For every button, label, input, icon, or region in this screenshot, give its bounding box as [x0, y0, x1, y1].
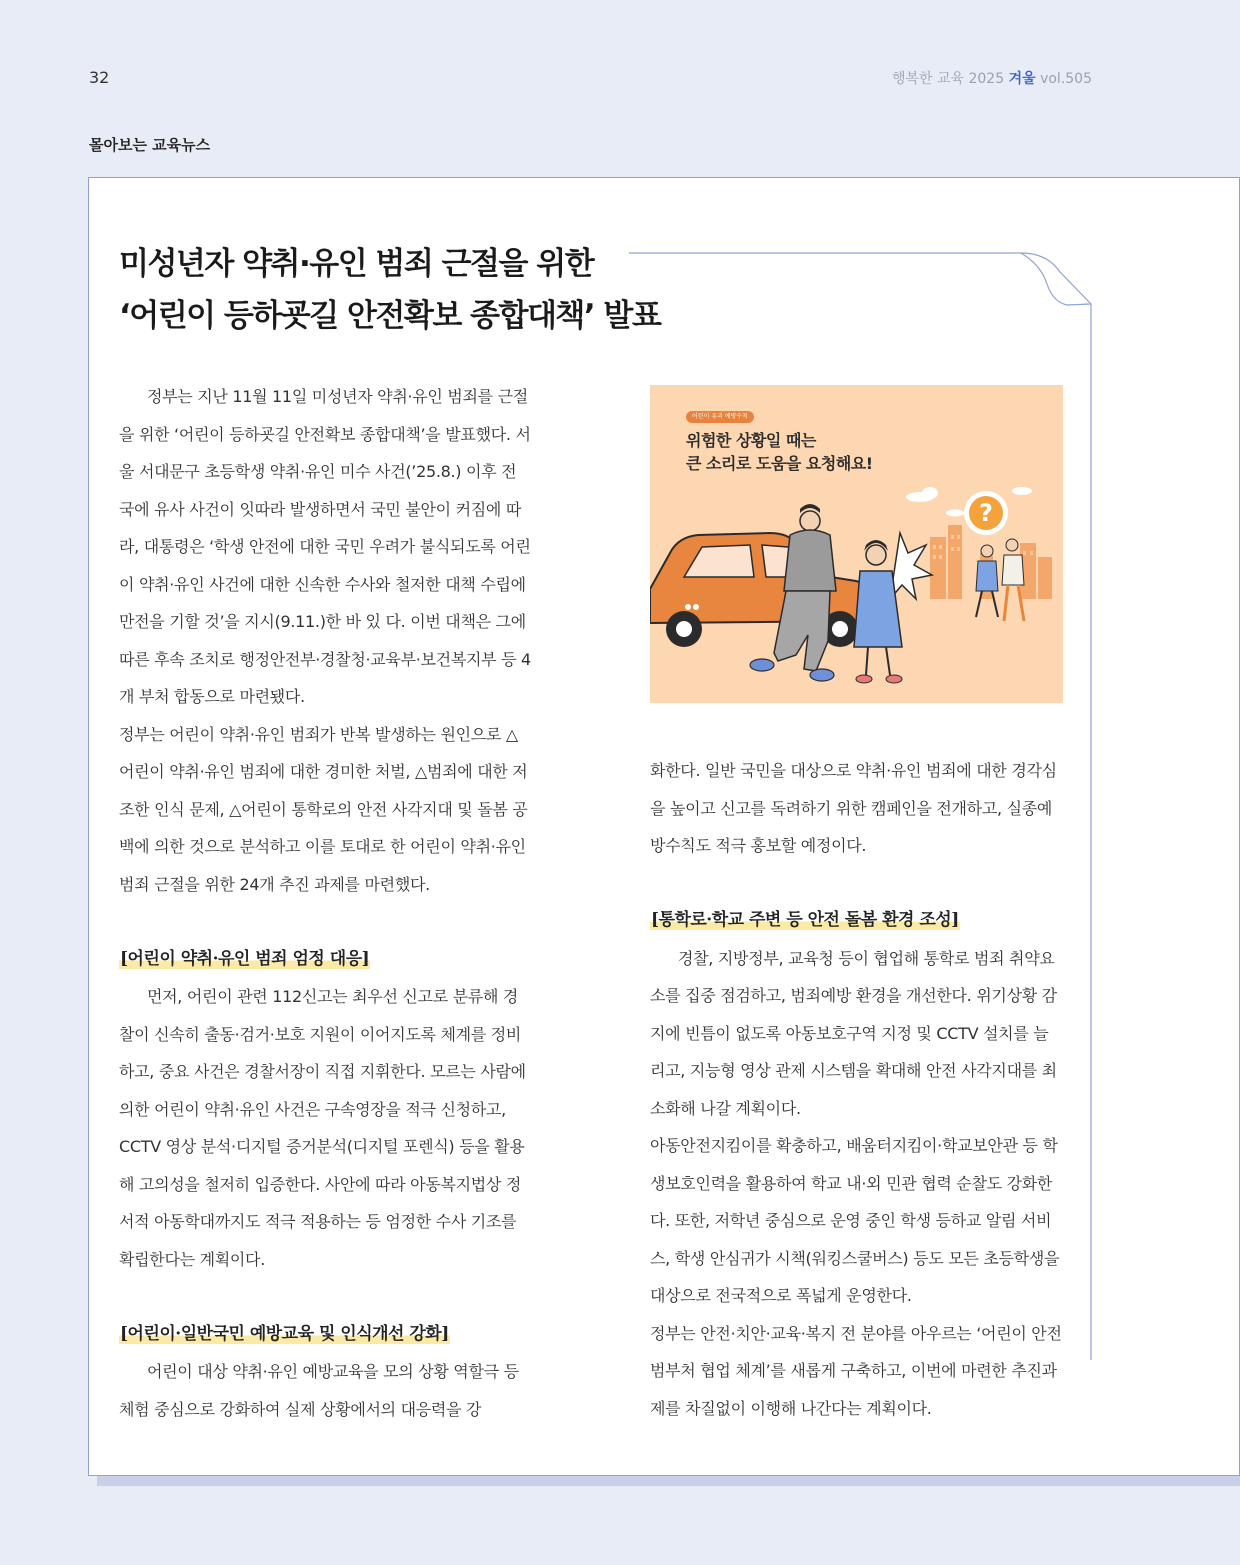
section3-paragraph-2: 아동안전지킴이를 확충하고, 배움터지킴이·학교보안관 등 학생보호인력을 활용하여 학교 내·외 민관 협력 순찰도 강화한다. 또한, 저학년 중심으로 운영 중인 학생 등하교 알림 서비스, 학생 안심귀가 시책(워킹스쿨버스) 등도 모든 초등학생을 대상으로 전국적으로 폭넓게 운영한다.	[650, 1136, 1060, 1305]
safety-illustration	[650, 385, 1063, 703]
question-mark-icon: ?	[979, 499, 993, 527]
volume-label: vol.505	[1040, 71, 1092, 87]
season-label: 겨울	[1008, 71, 1036, 87]
section-heading-safe-environment: [통학로·학교 주변 등 안전 돌봄 환경 조성]	[651, 910, 959, 930]
journal-name: 행복한 교육 2025	[891, 71, 1005, 87]
section-label: 몰아보는 교육뉴스	[89, 136, 211, 154]
section2-paragraph-start: 어린이 대상 약취·유인 예방교육을 모의 상황 역할극 등 체험 중심으로 강화하여 실제 상황에서의 대응력을 강	[119, 1362, 519, 1419]
right-column	[650, 752, 1063, 1427]
intro-paragraph-2: 정부는 어린이 약취·유인 범죄가 반복 발생하는 원인으로 △어린이 약취·유인 범죄에 대한 경미한 처벌, △범죄에 대한 저조한 인식 문제, △어린이 통학로의 안전 사각지대 및 돌봄 공백에 의한 것으로 분석하고 이를 토대로 한 어린이 약취·유인 범죄 근절을 위한 24개 추진 과제를 마련했다.	[119, 724, 528, 894]
article-title-line1: 미성년자 약취·유인 범죄 근절을 위한	[119, 246, 594, 282]
left-column	[119, 378, 531, 1428]
section3-paragraph-1: 경찰, 지방정부, 교육청 등이 협업해 통학로 범죄 취약요소를 집중 점검하고, 범죄예방 환경을 개선한다. 위기상황 감지에 빈틈이 없도록 아동보호구역 지정 및 CCTV 설치를 늘리고, 지능형 영상 관제 시스템을 확대해 안전 사각지대를 최소화해 나갈 계획이다.	[650, 948, 1057, 1118]
section3-paragraph-3: 정부는 안전·치안·교육·복지 전 분야를 아우르는 ‘어린이 안전 범부처 협업 체계’를 새롭게 구축하고, 이번에 마련한 추진과제를 차질없이 이행해 나간다는 계획이다.	[650, 1323, 1062, 1418]
section-heading-crime-response: [어린이 약취·유인 범죄 엄정 대응]	[120, 948, 370, 969]
article-panel	[88, 177, 1240, 1476]
article-title	[119, 238, 660, 342]
illustration-headline: 위험한 상황일 때는 큰 소리로 도움을 요청해요!	[686, 431, 873, 473]
journal-header	[892, 68, 1092, 88]
section1-paragraph: 먼저, 어린이 관련 112신고는 최우선 신고로 분류해 경찰이 신속히 출동·검거·보호 지원이 이어지도록 체계를 정비하고, 중요 사건은 경찰서장이 직접 지휘한다. 모르는 사람에 의한 어린이 약취·유인 사건은 구속영장을 적극 신청하고, CCTV 영상 분석·디지털 증거분석(디지털 포렌식) 등을 활용해 고의성을 철저히 입증한다. 사안에 따라 아동복지법상 정서적 아동학대까지도 적극 적용하는 등 엄정한 수사 기조를 확립한다는 계획이다.	[119, 987, 526, 1269]
section2-paragraph-continued: 화한다. 일반 국민을 대상으로 약취·유인 범죄에 대한 경각심을 높이고 신고를 독려하기 위한 캠페인을 전개하고, 실종예방수칙도 적극 홍보할 예정이다.	[650, 761, 1057, 855]
intro-paragraph-1: 정부는 지난 11월 11일 미성년자 약취·유인 범죄를 근절을 위한 ‘어린이 등하굣길 안전확보 종합대책’을 발표했다. 서울 서대문구 초등학생 약취·유인 미수 사건(’25.8.) 이후 전국에 유사 사건이 잇따라 발생하면서 국민 불안이 커짐에 따라, 대통령은 ‘학생 안전에 대한 국민 우려가 불식되도록 어린이 약취·유인 사건에 대한 신속한 수사와 철저한 대책 수립에 만전을 기할 것’을 지시(9.11.)한 바 있 다. 이번 대책은 그에 따른 후속 조치로 행정안전부·경찰청·교육부·보건복지부 등 4개 부처 합동으로 마련됐다.	[119, 387, 531, 706]
page-number: 32	[89, 68, 110, 87]
article-title-line2: ‘어린이 등하굣길 안전확보 종합대책’ 발표	[119, 298, 661, 334]
illustration-badge: 어린이 유괴 예방수칙	[686, 411, 754, 423]
section-heading-prevention-education: [어린이·일반국민 예방교육 및 인식개선 강화]	[120, 1323, 449, 1344]
